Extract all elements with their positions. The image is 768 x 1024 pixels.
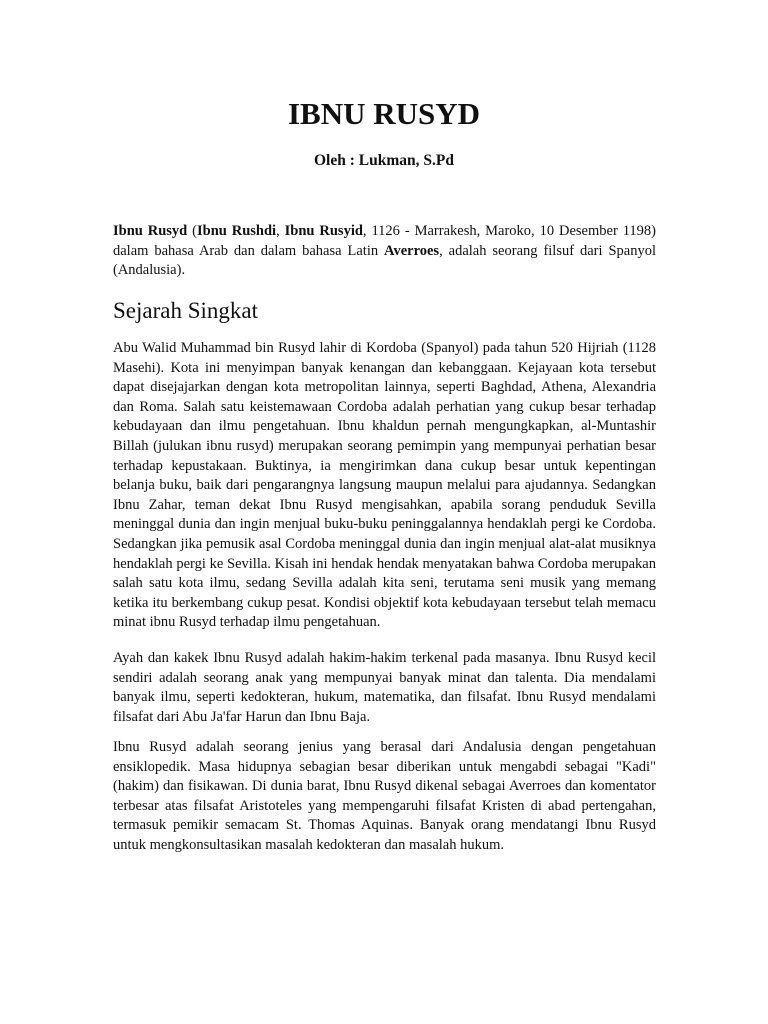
intro-name: Ibnu Rusyd xyxy=(113,223,188,239)
intro-latin-name: Averroes xyxy=(384,242,440,259)
body-paragraph-2: Ayah dan kakek Ibnu Rusyd adalah hakim-hakim terkenal pada masanya. Ibnu Rusyd kecil sendiri adalah seorang anak yang mempunyai banyak minat dan talenta. Dia mendalami banyak ilmu, seperti kedokteran, hukum, matematika, dan filsafat. Ibnu Rusyd mendalami filsafat dari Abu Ja'far Harun dan Ibnu Baja. xyxy=(113,650,656,725)
intro-comma: , xyxy=(276,223,285,239)
intro-alt-name-2: Ibnu Rusyid xyxy=(284,223,363,239)
intro-ending-text: , adalah seorang filsuf dari Spanyol (Andalusia). xyxy=(113,242,656,279)
section-heading: Sejarah Singkat xyxy=(113,298,258,323)
intro-middle-text: , 1126 - Marrakesh, Maroko, 10 Desember 1198) dalam bahasa Arab dan dalam bahasa Latin xyxy=(113,223,656,259)
document-author: Oleh : Lukman, S.Pd xyxy=(314,152,454,169)
body-paragraph-1: Abu Walid Muhammad bin Rusyd lahir di Kordoba (Spanyol) pada tahun 520 Hijriah (1128 Masehi). Kota ini menyimpan banyak kenangan dan kebanggaan. Kejayaan kota tersebut dapat disejajarkan dengan kota metropolitan lainnya, seperti Baghdad, Athena, Alexandria dan Roma. Salah satu keistemawaan Cordoba adalah perhatian yang cukup besar terhadap kebudayaan dan ilmu pengetahuan. Ibnu khaldun pernah mengungkapkan, al-Muntashir Billah (julukan ibnu rusyd) merupakan seorang pemimpin yang mempunyai perhatian besar terhadap kepustakaan. Buktinya, ia mengirimkan dana cukup besar untuk kepentingan belanja buku, baik dari pengarangnya langsung maupun melalui para ajudannya. Sedangkan Ibnu Zahar, teman dekat Ibnu Rusyd mengisahkan, apabila sorang penduduk Sevilla meninggal dunia dan ingin menjual buku-buku peninggalannya hendaklah pergi ke Cordoba. Sedangkan jika pemusik asal Cordoba meninggal dunia dan ingin menjual alat-alat musiknya hendaklah pergi ke Sevilla. Kisah ini hendak hendak menyatakan bahwa Cordoba merupakan salah satu kota ilmu, sedang Sevilla adalah kita seni, terutama seni musik yang memang ketika itu berkembang cukup pesat. Kondisi objektif kota kebudayaan tersebut telah memacu minat ibnu Rusyd terhadap ilmu pengetahuan. xyxy=(113,340,656,631)
document-title: IBNU RUSYD xyxy=(287,96,481,131)
intro-paragraph xyxy=(113,222,656,281)
intro-open-paren: ( xyxy=(187,223,197,239)
body-paragraph-3: Ibnu Rusyd adalah seorang jenius yang berasal dari Andalusia dengan pengetahuan ensiklopedik. Masa hidupnya sebagian besar diberikan untuk mengabdi sebagai "Kadi" (hakim) dan fisikawan. Di dunia barat, Ibnu Rusyd dikenal sebagai Averroes dan komentator terbesar atas filsafat Aristoteles yang mempengaruhi filsafat Kristen di abad pertengahan, termasuk pemikir semacam St. Thomas Aquinas. Banyak orang mendatangi Ibnu Rusyd untuk mengkonsultasikan masalah kedokteran dan masalah hukum. xyxy=(113,739,656,853)
intro-alt-name-1: Ibnu Rushdi xyxy=(197,223,277,239)
